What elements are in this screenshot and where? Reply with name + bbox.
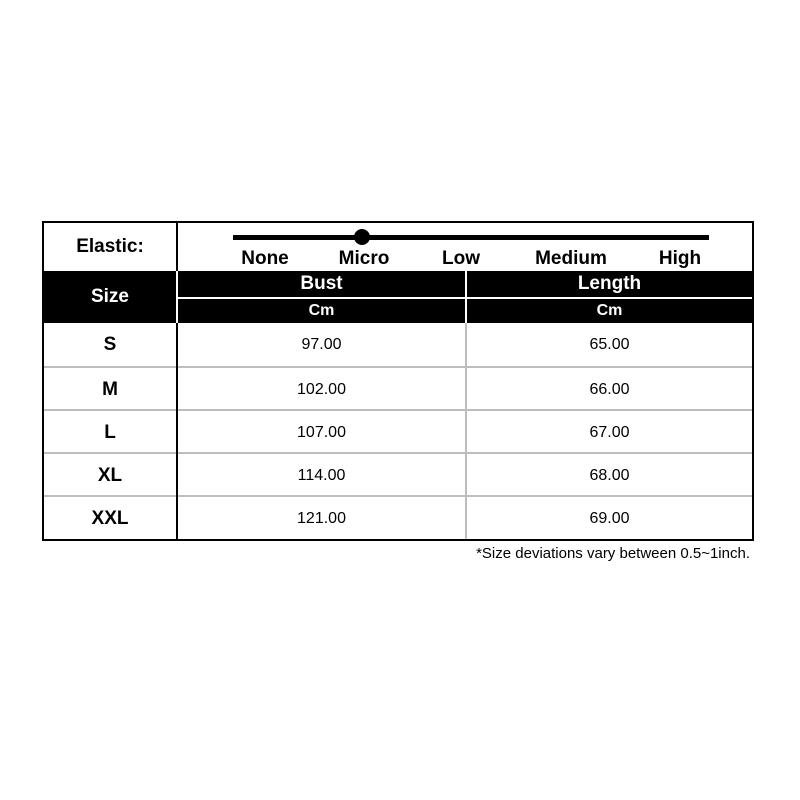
elastic-level-medium: Medium (535, 248, 607, 269)
header-length-unit: Cm (596, 302, 623, 319)
elastic-level-low: Low (442, 248, 480, 269)
cell-bust: 97.00 (301, 335, 342, 353)
table-row (44, 497, 752, 540)
measure-column-divider (465, 323, 467, 539)
table-header (44, 271, 752, 323)
cell-size: L (104, 421, 116, 443)
elastic-label: Elastic: (76, 236, 144, 257)
cell-size: M (102, 378, 118, 400)
cell-bust: 102.00 (297, 380, 346, 398)
cell-length: 68.00 (589, 466, 630, 484)
cell-size: XXL (91, 507, 129, 529)
header-size: Size (90, 286, 130, 307)
elastic-scale-line (233, 235, 709, 240)
size-deviation-note: *Size deviations vary between 0.5~1inch. (476, 545, 750, 562)
table-row (44, 411, 752, 454)
size-chart (42, 221, 754, 541)
size-column-divider (176, 323, 178, 539)
cell-bust: 107.00 (297, 423, 346, 441)
cell-bust: 114.00 (297, 466, 346, 484)
elastic-divider (176, 223, 178, 271)
cell-length: 69.00 (589, 509, 630, 527)
table-row (44, 323, 752, 366)
table-row (44, 454, 752, 497)
header-length: Length (577, 273, 642, 294)
cell-size: S (103, 333, 117, 355)
elastic-level-micro: Micro (338, 248, 390, 269)
elastic-level-high: High (658, 248, 702, 269)
table-row (44, 368, 752, 411)
cell-length: 65.00 (589, 335, 630, 353)
header-bust: Bust (300, 273, 343, 294)
cell-bust: 121.00 (297, 509, 346, 527)
cell-length: 66.00 (589, 380, 630, 398)
elastic-level-none: None (241, 248, 289, 269)
elastic-scale-row (44, 223, 752, 271)
header-bust-unit: Cm (308, 302, 335, 319)
cell-length: 67.00 (589, 423, 630, 441)
elastic-selected-marker (354, 229, 370, 245)
cell-size: XL (97, 464, 123, 486)
